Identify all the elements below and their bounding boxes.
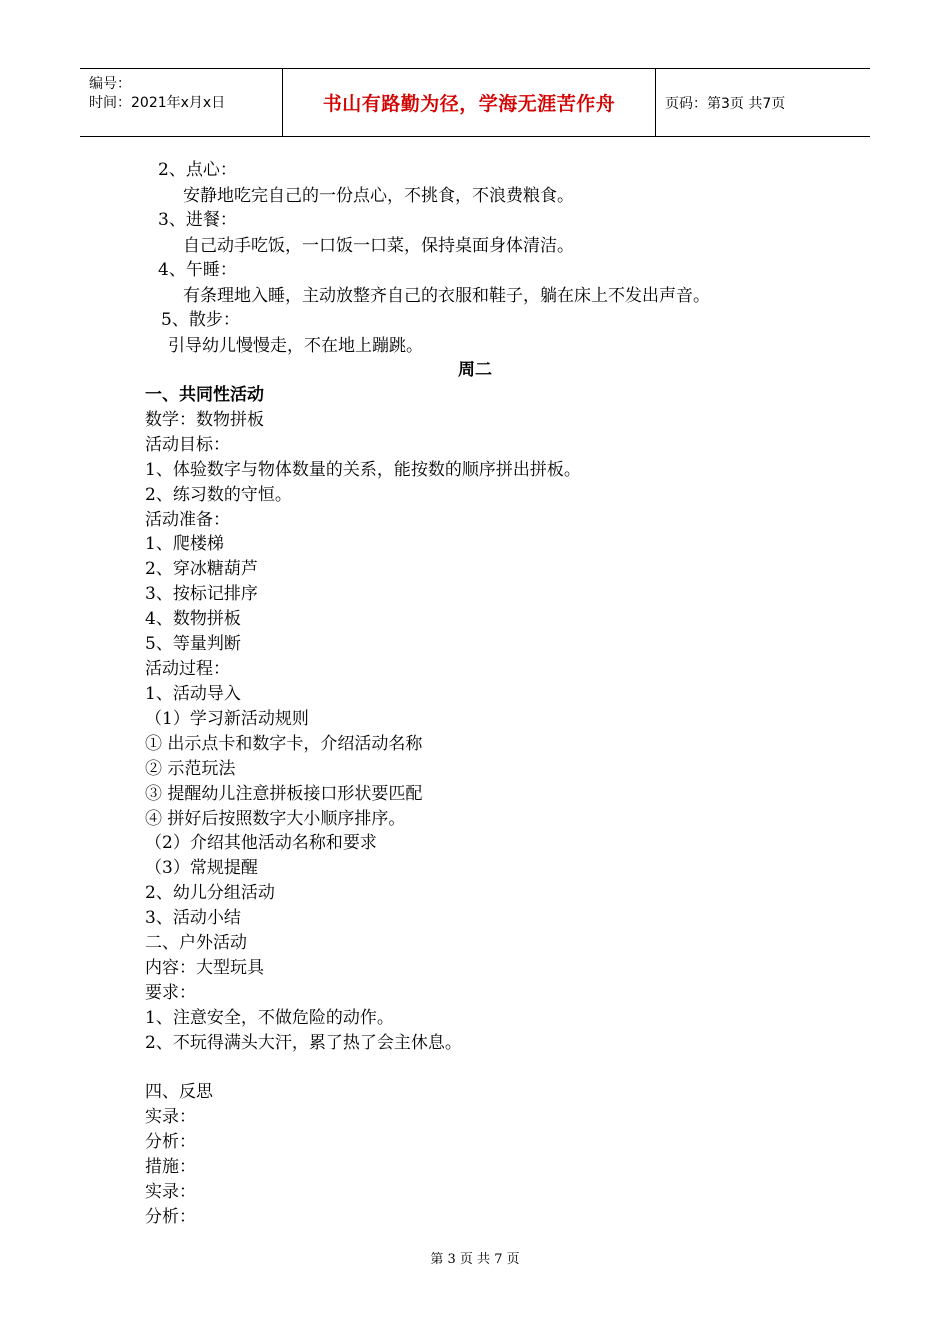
text-line: 1、体验数字与物体数量的关系，能按数的顺序拼出拼板。 (145, 460, 581, 480)
header-right-cell (655, 69, 870, 136)
text-line: 分析： (145, 1132, 196, 1152)
text-line: 活动过程： (145, 659, 230, 679)
text-line: 4、午睡： (158, 260, 237, 280)
text-line: ② 示范玩法 (145, 759, 236, 779)
section-heading: 周二 (458, 360, 492, 380)
text-line: ③ 提醒幼儿注意拼板接口形状要匹配 (145, 784, 423, 804)
text-line: 有条理地入睡，主动放整齐自己的衣服和鞋子，躺在床上不发出声音。 (183, 286, 710, 306)
text-line: 实录： (145, 1182, 196, 1202)
text-line: 引导幼儿慢慢走，不在地上蹦跳。 (168, 336, 423, 356)
text-line: 2、穿冰糖葫芦 (145, 559, 258, 579)
text-line: 1、爬楼梯 (145, 534, 224, 554)
text-line: 内容：大型玩具 (145, 958, 264, 978)
number-label: 编号： (89, 76, 131, 92)
text-line: ④ 拼好后按照数字大小顺序排序。 (145, 809, 406, 829)
text-line: 1、活动导入 (145, 684, 241, 704)
text-line: 3、按标记排序 (145, 584, 258, 604)
text-line: 5、等量判断 (145, 634, 241, 654)
text-line: 自己动手吃饭，一口饭一口菜，保持桌面身体清洁。 (183, 236, 574, 256)
text-line: 2、幼儿分组活动 (145, 883, 275, 903)
motto: 书山有路勤为径，学海无涯苦作舟 (322, 93, 616, 115)
text-line: 安静地吃完自己的一份点心，不挑食，不浪费粮食。 (183, 186, 574, 206)
text-line: 要求： (145, 983, 196, 1003)
text-line: 2、不玩得满头大汗，累了热了会主休息。 (145, 1033, 462, 1053)
header-middle-cell (282, 69, 656, 136)
text-line: 四、反思 (145, 1082, 213, 1102)
text-line: ① 出示点卡和数字卡，介绍活动名称 (145, 734, 423, 754)
text-line: 5、散步： (161, 310, 240, 330)
text-line: 分析： (145, 1207, 196, 1227)
text-line: （1）学习新活动规则 (145, 709, 309, 729)
text-line: 4、数物拼板 (145, 609, 241, 629)
page-code: 页码：第3页 共7页 (665, 96, 786, 112)
text-line: 2、练习数的守恒。 (145, 485, 292, 505)
header-left-cell (80, 69, 282, 136)
text-line: 措施： (145, 1157, 196, 1177)
text-line: （2）介绍其他活动名称和要求 (145, 833, 377, 853)
text-line: 3、进餐： (158, 210, 237, 230)
time-label: 时间：2021年x月x日 (89, 95, 226, 111)
page-header (80, 68, 870, 137)
page-footer: 第 3 页 共 7 页 (430, 1252, 520, 1267)
text-line: 活动目标： (145, 435, 230, 455)
text-line: 二、户外活动 (145, 933, 247, 953)
text-line: 活动准备： (145, 510, 230, 530)
text-line: 数学：数物拼板 (145, 410, 264, 430)
text-line: 1、注意安全，不做危险的动作。 (145, 1008, 394, 1028)
text-line: 实录： (145, 1107, 196, 1127)
text-line: 3、活动小结 (145, 908, 241, 928)
section-heading: 一、共同性活动 (145, 385, 264, 405)
text-line: 2、点心： (158, 160, 237, 180)
text-line: （3）常规提醒 (145, 858, 258, 878)
